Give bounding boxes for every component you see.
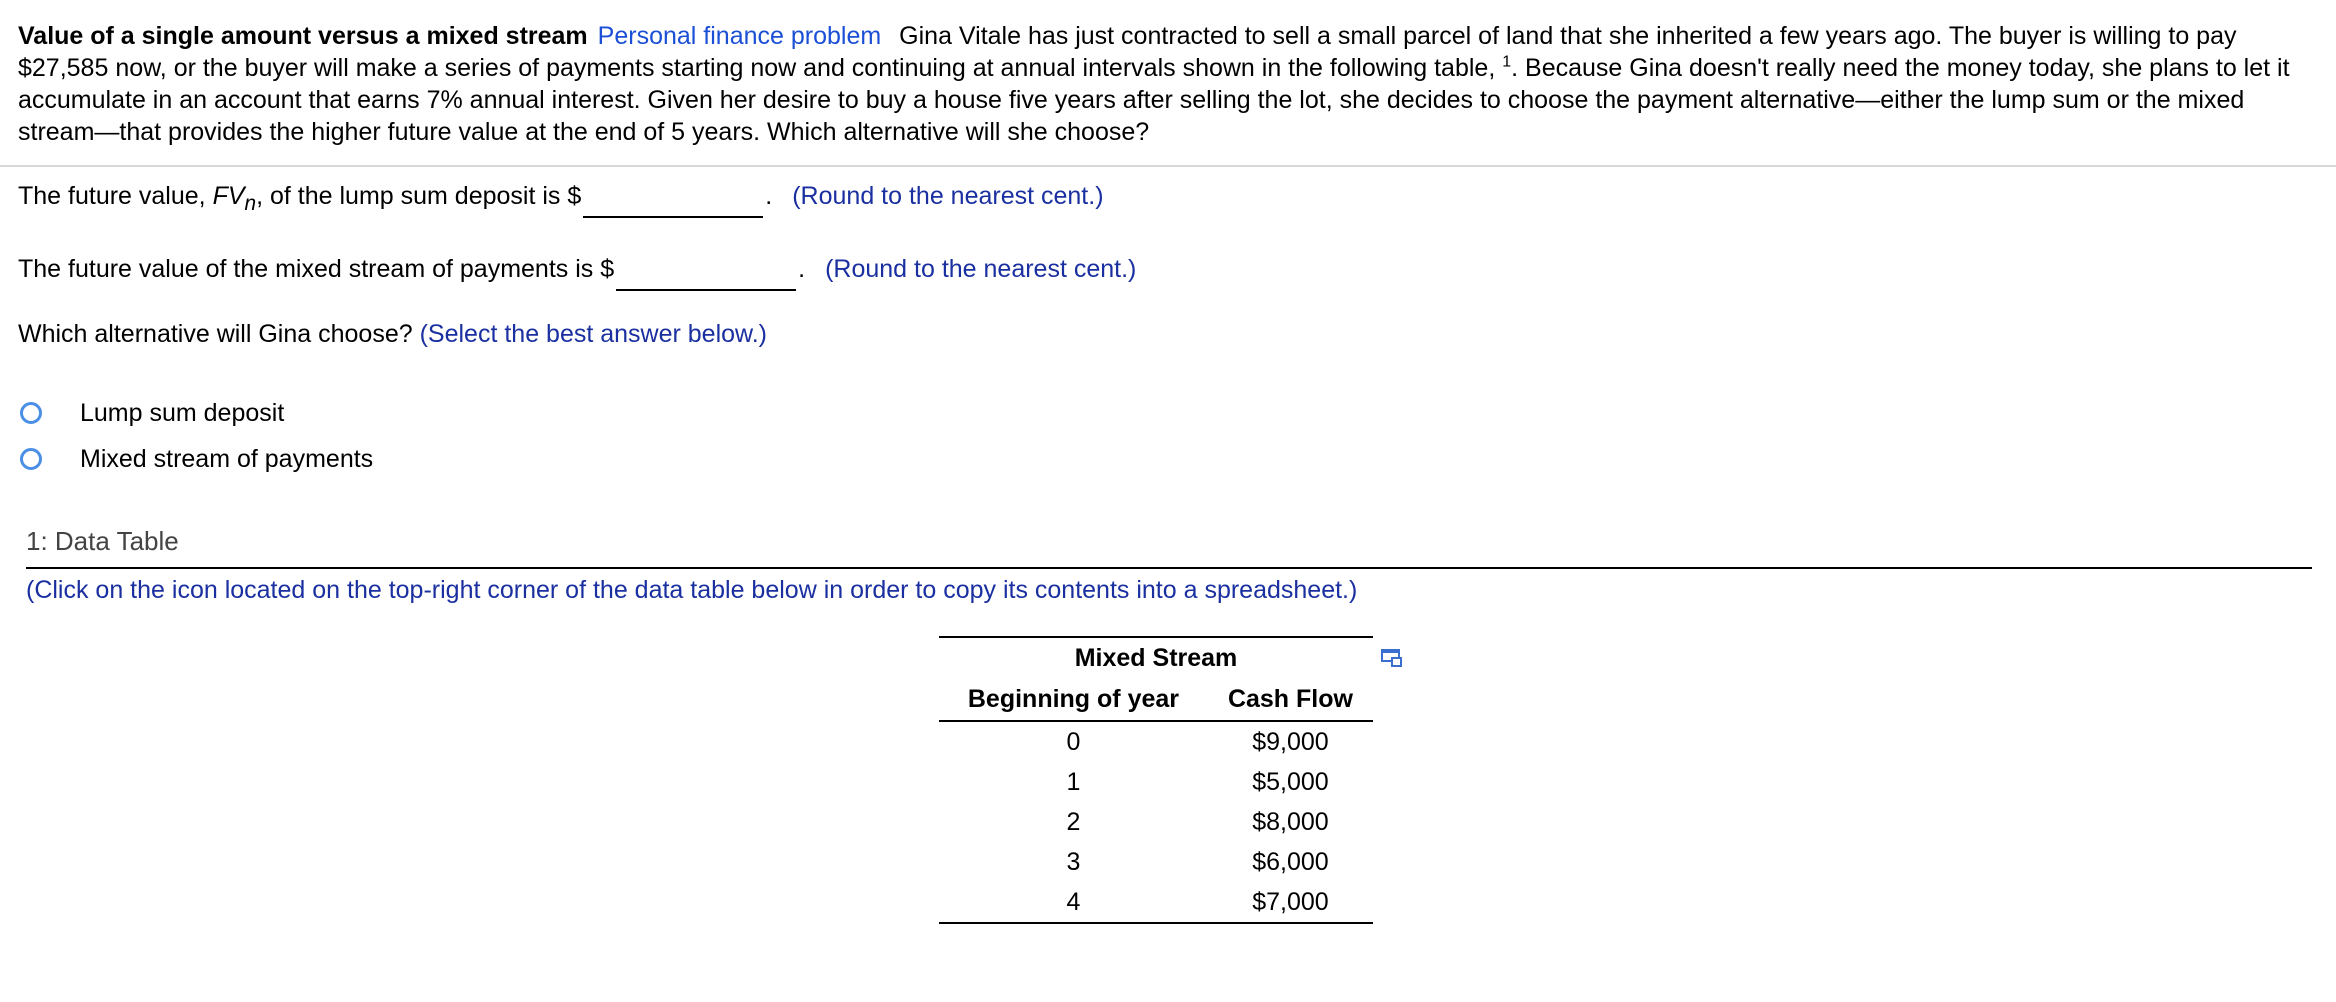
problem-title: Value of a single amount versus a mixed stream (18, 22, 588, 50)
cell-cash-flow: $5,000 (1252, 767, 1329, 796)
q1-suffix: , of the lump sum deposit is $ (256, 182, 582, 210)
cell-year: 4 (939, 882, 1208, 923)
cell-cash-flow: $8,000 (1252, 807, 1329, 836)
q1-period: . (765, 182, 773, 210)
q2-period: . (798, 255, 806, 283)
cell-cash-flow: $9,000 (1252, 727, 1329, 756)
data-table (939, 636, 1373, 924)
cell-cash-flow: $6,000 (1252, 847, 1329, 876)
q3-prefix: Which alternative will Gina choose? (18, 320, 413, 348)
q1-prefix: The future value, (18, 182, 213, 210)
cell-year: 1 (1066, 767, 1081, 796)
problem-category: Personal finance problem (597, 22, 882, 50)
q1-sub: n (244, 192, 257, 215)
data-table-note: (Click on the icon located on the top-right corner of the data table below in order to copy its contents into a spreadsheet.) (26, 576, 1358, 604)
table-row (939, 882, 1373, 923)
table-row (939, 802, 1373, 842)
table-row (939, 762, 1373, 802)
mixed-stream-fv-input[interactable] (616, 263, 796, 291)
q2-prefix: The future value of the mixed stream of payments is $ (18, 255, 615, 283)
q1-fv: FV (212, 182, 245, 210)
col-header-cash-flow: Cash Flow (1208, 678, 1373, 721)
divider (0, 165, 2336, 167)
option-lump-sum[interactable] (20, 397, 284, 429)
table-row (939, 842, 1373, 882)
option-label-lump-sum[interactable]: Lump sum deposit (80, 399, 285, 427)
table-row (939, 721, 1373, 762)
q3-hint: (Select the best answer below.) (419, 320, 767, 348)
lump-sum-fv-input[interactable] (583, 190, 763, 218)
cell-year: 0 (1066, 727, 1081, 756)
q1-hint: (Round to the nearest cent.) (792, 182, 1104, 210)
radio-lump-sum[interactable] (20, 402, 42, 424)
cell-year: 3 (1066, 847, 1081, 876)
option-mixed-stream[interactable] (20, 443, 373, 475)
problem-statement (18, 20, 2318, 148)
footnote-ref[interactable]: 1 (1502, 53, 1512, 71)
question-lump-sum (18, 180, 1104, 220)
section-rule (26, 567, 2312, 569)
question-mixed-stream (18, 253, 1136, 291)
problem-text-part2: . Because Gina doesn't really need the money today, she plans to let it accumulate in an account that earns 7% annual interest. Given her desire to buy a house five years after selling the lot, she decides to choose the payment alternative—either the lump sum or the mixed stream—that provides the higher future value at the end of 5 years. Which alternative will she choose? (18, 54, 2290, 146)
problem-text-part1: Gina Vitale has just contracted to sell a small parcel of land that she inherited a few years ago. The buyer is willing to pay $27,585 now, or the buyer will make a series of payments starting now and continuing at annual intervals shown in the following table, (18, 22, 2237, 82)
cell-year: 2 (1066, 807, 1081, 836)
question-choice (18, 318, 767, 350)
cell-cash-flow: $7,000 (1208, 882, 1373, 923)
option-label-mixed-stream[interactable]: Mixed stream of payments (80, 445, 374, 473)
q2-hint: (Round to the nearest cent.) (825, 255, 1137, 283)
data-table-section-title: 1: Data Table (26, 526, 179, 556)
col-header-year: Beginning of year (939, 678, 1208, 721)
radio-mixed-stream[interactable] (20, 448, 42, 470)
copy-table-icon[interactable] (1381, 648, 1403, 668)
table-caption: Mixed Stream (939, 637, 1373, 678)
